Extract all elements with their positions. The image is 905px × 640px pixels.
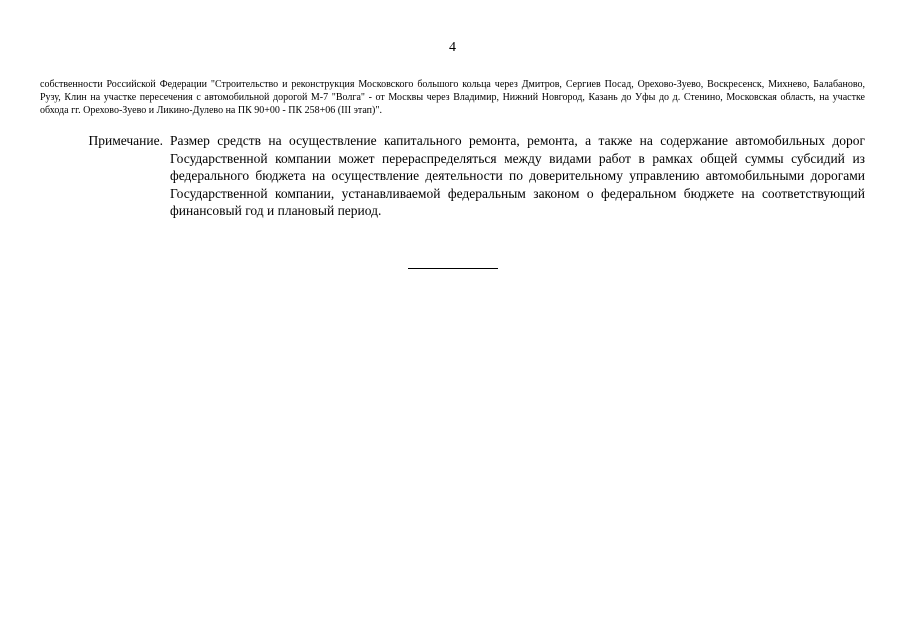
page-number: 4 (449, 40, 456, 55)
note-text: Размер средств на осуществление капитального ремонта, ремонта, а также на содержание автомобильных дорог Государственной компании может перераспределяться между видами работ в рамках общей суммы субсидий из федерального бюджета на осуществление деятельности по доверительному управлению автомобильными дорогами Государственной компании, устанавливаемой федеральным законом о федеральном бюджете на соответствующий финансовый год и плановый период. (170, 133, 865, 218)
note-block (40, 132, 865, 220)
footnote-continuation: собственности Российской Федерации "Строительство и реконструкция Московского большого кольца через Дмитров, Сергиев Посад, Орехово-Зуево, Воскресенск, Михнево, Балабаново, Рузу, Клин на участке пересечения с автомобильной дорогой М-7 "Волга" - от Москвы через Владимир, Нижний Новгород, Казань до Уфы до д. Стенино, Московская область, на участке обхода гг. Орехово-Зуево и Ликино-Дулево на ПК 90+00 - ПК 258+06 (III этап)". (40, 79, 865, 116)
note-label: Примечание. (88, 133, 163, 148)
end-of-document-rule (408, 268, 498, 269)
